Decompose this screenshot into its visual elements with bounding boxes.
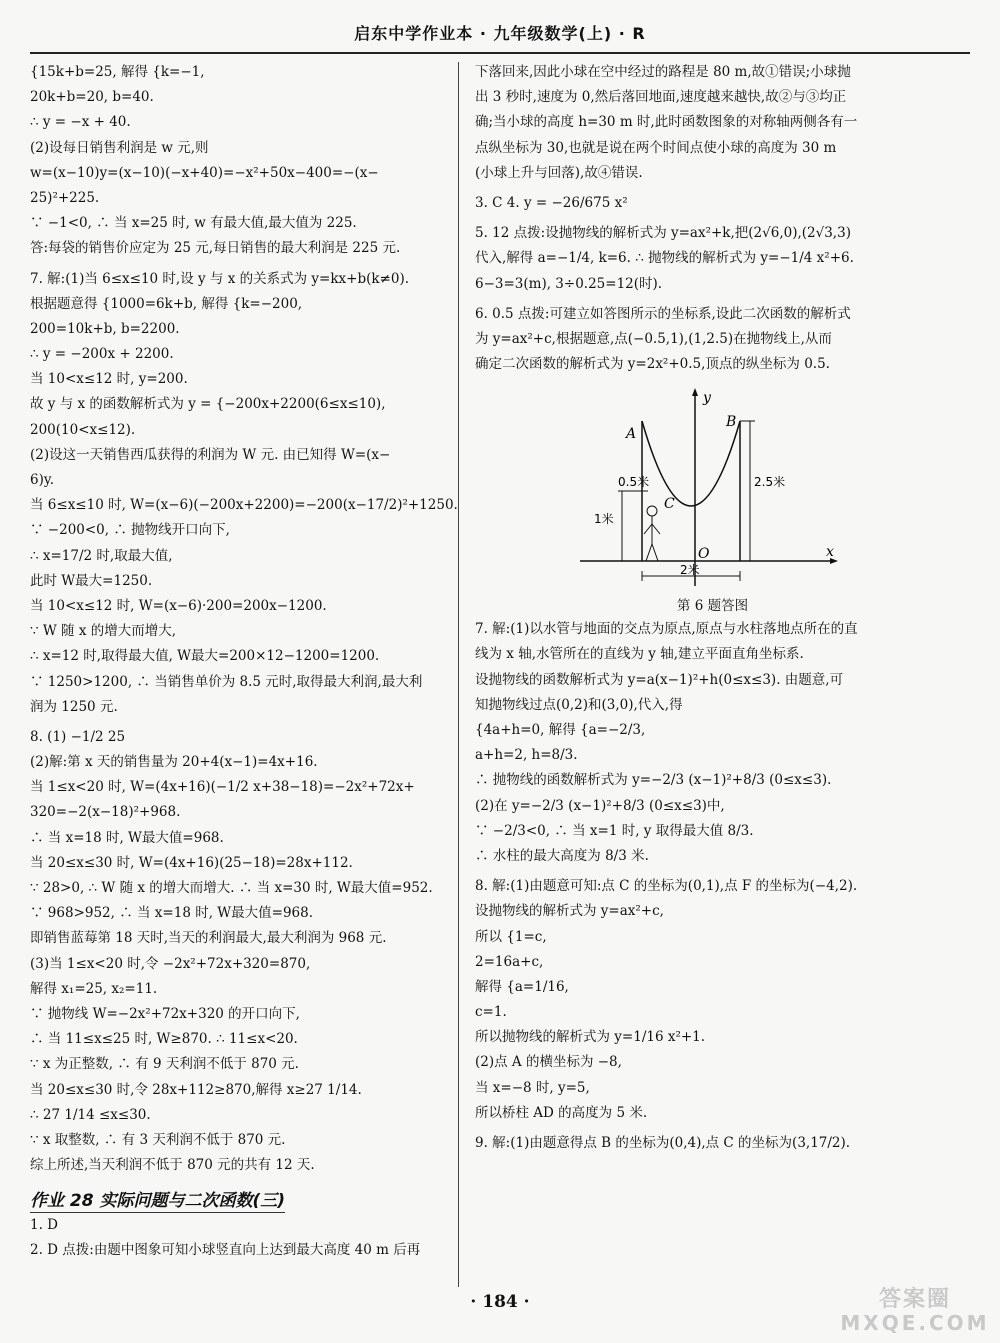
page-number: · 184 · xyxy=(470,1292,530,1312)
text-line: ∵ 28>0, ∴ W 随 x 的增大而增大. ∴ 当 x=30 时, W最大值=952. xyxy=(30,880,433,896)
person-leg-left xyxy=(646,544,652,561)
figure-6-diagram xyxy=(580,386,840,591)
text-line: 代入,解得 a=−1/4, k=6. ∴ 抛物线的解析式为 y=−1/4 x²+6. xyxy=(475,250,854,267)
label-point-b: B xyxy=(726,414,737,431)
label-dim-right: 2.5米 xyxy=(754,475,786,490)
text-line: 即销售蓝莓第 18 天时,当天的利润最大,最大利润为 968 元. xyxy=(30,930,387,947)
text-line: 8. 解:(1)由题意可知:点 C 的坐标为(0,1),点 F 的坐标为(−4,2). xyxy=(475,878,858,895)
text-line: (小球上升与回落),故④错误. xyxy=(475,164,643,181)
text-line: 当 10<x≤12 时, W=(x−6)·200=200x−1200. xyxy=(30,597,327,614)
text-line: ∵ −1<0, ∴ 当 x=25 时, w 有最大值,最大值为 225. xyxy=(30,215,357,232)
text-line: 答:每袋的销售价应定为 25 元,每日销售的最大利润是 225 元. xyxy=(30,240,401,257)
text-line: 为 y=ax²+c,根据题意,点(−0.5,1),(1,2.5)在抛物线上,从而 xyxy=(475,330,832,347)
text-line: 5. 12 点拨:设抛物线的解析式为 y=ax²+k,把(2√6,0),(2√3,3) xyxy=(475,225,851,242)
text-line: ∴ x=17/2 时,取最大值, xyxy=(30,547,173,564)
text-line: ∴ 27 1/14 ≤x≤30. xyxy=(30,1106,151,1123)
text-line: 点纵坐标为 30,也就是说在两个时间点使小球的高度为 30 m xyxy=(475,139,837,156)
text-line: 25)²+225. xyxy=(30,189,100,206)
watermark-top: 答案圈 xyxy=(878,1287,951,1312)
label-x-axis: x xyxy=(826,544,834,561)
text-line: 20k+b=20, b=40. xyxy=(30,89,154,106)
watermark-bottom: MXQE.COM xyxy=(840,1311,990,1336)
right-column xyxy=(475,64,950,1160)
text-line: ∵ x 为正整数, ∴ 有 9 天利润不低于 870 元. xyxy=(30,1056,299,1073)
label-dim-left-top: 0.5米 xyxy=(618,475,650,490)
text-line: 8. (1) −1/2 25 xyxy=(30,728,126,745)
text-line: (2)在 y=−2/3 (x−1)²+8/3 (0≤x≤3)中, xyxy=(475,797,725,814)
text-line: c=1. xyxy=(475,1004,507,1021)
text-line: 1. D xyxy=(30,1216,58,1233)
text-line: (2)设这一天销售西瓜获得的利润为 W 元. 由已知得 W=(x− xyxy=(30,446,391,463)
text-line: ∵ −200<0, ∴ 抛物线开口向下, xyxy=(30,522,230,539)
text-line: (2)设每日销售利润是 w 元,则 xyxy=(30,139,209,156)
header-rule xyxy=(30,52,970,54)
text-line: 320=−2(x−18)²+968. xyxy=(30,804,181,821)
text-line: 6−3=3(m), 3÷0.25=12(时). xyxy=(475,275,663,292)
text-line: 当 x=−8 时, y=5, xyxy=(475,1079,590,1096)
figure-caption: 第 6 题答图 xyxy=(676,598,749,615)
text-line: a+h=2, h=8/3. xyxy=(475,747,578,764)
label-dim-bottom: 2米 xyxy=(680,563,700,578)
text-line: ∴ 水柱的最大高度为 8/3 米. xyxy=(475,847,649,864)
text-line: {4a+h=0, 解得 {a=−2/3, xyxy=(475,722,646,738)
text-line: ∴ y = −x + 40. xyxy=(30,114,131,131)
text-line: 故 y 与 x 的函数解析式为 y = {−200x+2200(6≤x≤10), xyxy=(30,396,386,413)
left-tail xyxy=(30,1217,450,1267)
text-line: ∴ 当 x=18 时, W最大值=968. xyxy=(30,829,224,846)
text-line: ∵ 968>952, ∴ 当 x=18 时, W最大值=968. xyxy=(30,905,314,922)
column-divider xyxy=(458,62,459,1287)
parabola-curve xyxy=(642,421,740,506)
text-line: 润为 1250 元. xyxy=(30,698,118,715)
text-line: 当 20≤x≤30 时, W=(4x+16)(25−18)=28x+112. xyxy=(30,854,353,871)
text-line: 6. 0.5 点拨:可建立如答图所示的坐标系,设此二次函数的解析式 xyxy=(475,305,851,322)
text-line: 解得 {a=1/16, xyxy=(475,978,569,995)
label-dim-left: 1米 xyxy=(594,512,614,527)
text-line: 此时 W最大=1250. xyxy=(30,572,153,589)
text-line: w=(x−10)y=(x−10)(−x+40)=−x²+50x−400=−(x− xyxy=(30,164,379,181)
text-line: ∴ x=12 时,取得最大值, W最大=200×12−1200=1200. xyxy=(30,648,380,665)
text-line: 确;当小球的高度 h=30 m 时,此时函数图象的对称轴两侧各有一 xyxy=(475,114,858,131)
text-line: 9. 解:(1)由题意得点 B 的坐标为(0,4),点 C 的坐标为(3,17/2). xyxy=(475,1135,851,1151)
section-title: 作业 28 实际问题与二次函数(三) xyxy=(30,1191,286,1212)
text-line: 2=16a+c, xyxy=(475,953,544,970)
text-line: 当 6≤x≤10 时, W=(x−6)(−200x+2200)=−200(x−17/2)²+1250. xyxy=(30,497,458,514)
text-line: 所以抛物线的解析式为 y=1/16 x²+1. xyxy=(475,1029,706,1046)
text-line: 6)y. xyxy=(30,472,54,488)
text-line: 7. 解:(1)当 6≤x≤10 时,设 y 与 x 的关系式为 y=kx+b(k≠0). xyxy=(30,270,410,287)
text-line: 设抛物线的函数解析式为 y=a(x−1)²+h(0≤x≤3). 由题意,可 xyxy=(475,671,844,688)
text-line: ∵ x 取整数, ∴ 有 3 天利润不低于 870 元. xyxy=(30,1131,286,1148)
text-line: 200(10<x≤12). xyxy=(30,421,136,438)
left-column xyxy=(30,64,458,1267)
text-line: (2)解:第 x 天的销售量为 20+4(x−1)=4x+16. xyxy=(30,754,318,771)
text-line: 知抛物线过点(0,2)和(3,0),代入,得 xyxy=(475,696,683,713)
text-line: ∵ W 随 x 的增大而增大, xyxy=(30,623,177,640)
text-line: 线为 x 轴,水管所在的直线为 y 轴,建立平面直角坐标系. xyxy=(475,646,804,663)
label-y-axis: y xyxy=(703,390,711,407)
text-line: 确定二次函数的解析式为 y=2x²+0.5,顶点的纵坐标为 0.5. xyxy=(475,356,830,373)
text-line: 当 20≤x≤30 时,令 28x+112≥870,解得 x≥27 1/14. xyxy=(30,1081,362,1098)
watermark xyxy=(840,1288,990,1338)
figure-6 xyxy=(475,386,950,621)
text-line: ∵ 1250>1200, ∴ 当销售单价为 8.5 元时,取得最大利润,最大利 xyxy=(30,673,423,690)
text-line: (3)当 1≤x<20 时,令 −2x²+72x+320=870, xyxy=(30,955,311,972)
text-line: 下落回来,因此小球在空中经过的路程是 80 m,故①错误;小球抛 xyxy=(475,64,851,80)
text-line: 根据题意得 {1000=6k+b, 解得 {k=−200, xyxy=(30,295,303,312)
text-line: ∵ −2/3<0, ∴ 当 x=1 时, y 取得最大值 8/3. xyxy=(475,822,754,839)
text-line: 解得 x₁=25, x₂=11. xyxy=(30,980,158,997)
text-line: 3. C 4. y = −26/675 x² xyxy=(475,194,628,211)
text-line: {15k+b=25, 解得 {k=−1, xyxy=(30,64,205,80)
text-line: ∴ 抛物线的函数解析式为 y=−2/3 (x−1)²+8/3 (0≤x≤3). xyxy=(475,772,832,789)
text-line: 200=10k+b, b=2200. xyxy=(30,320,180,337)
text-line: ∴ 当 11≤x≤25 时, W≥870. ∴ 11≤x<20. xyxy=(30,1031,298,1048)
text-line: 所以桥柱 AD 的高度为 5 米. xyxy=(475,1104,648,1121)
person-arm-left xyxy=(644,524,652,534)
left-lines xyxy=(30,64,458,1187)
person-arm-right xyxy=(652,524,660,534)
text-line: (2)点 A 的横坐标为 −8, xyxy=(475,1054,622,1071)
text-line: 设抛物线的解析式为 y=ax²+c, xyxy=(475,903,664,920)
label-point-c: C xyxy=(664,496,675,513)
right-bottom-lines xyxy=(475,621,950,1160)
text-line: 出 3 秒时,速度为 0,然后落回地面,速度越来越快,故②与③均正 xyxy=(475,89,847,106)
person-leg-right xyxy=(652,544,658,561)
text-line: 当 1≤x<20 时, W=(4x+16)(−1/2 x+38−18)=−2x²+72x+ xyxy=(30,779,415,796)
text-line: ∵ 抛物线 W=−2x²+72x+320 的开口向下, xyxy=(30,1005,300,1022)
page-header: 启东中学作业本 · 九年级数学(上) · R xyxy=(354,24,646,43)
text-line: 7. 解:(1)以水管与地面的交点为原点,原点与水柱落地点所在的直 xyxy=(475,621,858,638)
right-top-lines xyxy=(475,64,950,386)
y-axis-arrow xyxy=(692,388,698,396)
label-point-a: A xyxy=(626,426,637,443)
label-origin: O xyxy=(698,546,710,563)
person-head xyxy=(647,506,657,516)
text-line: 所以 {1=c, xyxy=(475,928,547,945)
text-line: ∴ y = −200x + 2200. xyxy=(30,346,174,363)
text-line: 综上所述,当天利润不低于 870 元的共有 12 天. xyxy=(30,1157,315,1174)
text-line: 当 10<x≤12 时, y=200. xyxy=(30,371,188,388)
text-line: 2. D 点拨:由题中图象可知小球竖直向上达到最大高度 40 m 后再 xyxy=(30,1241,421,1258)
